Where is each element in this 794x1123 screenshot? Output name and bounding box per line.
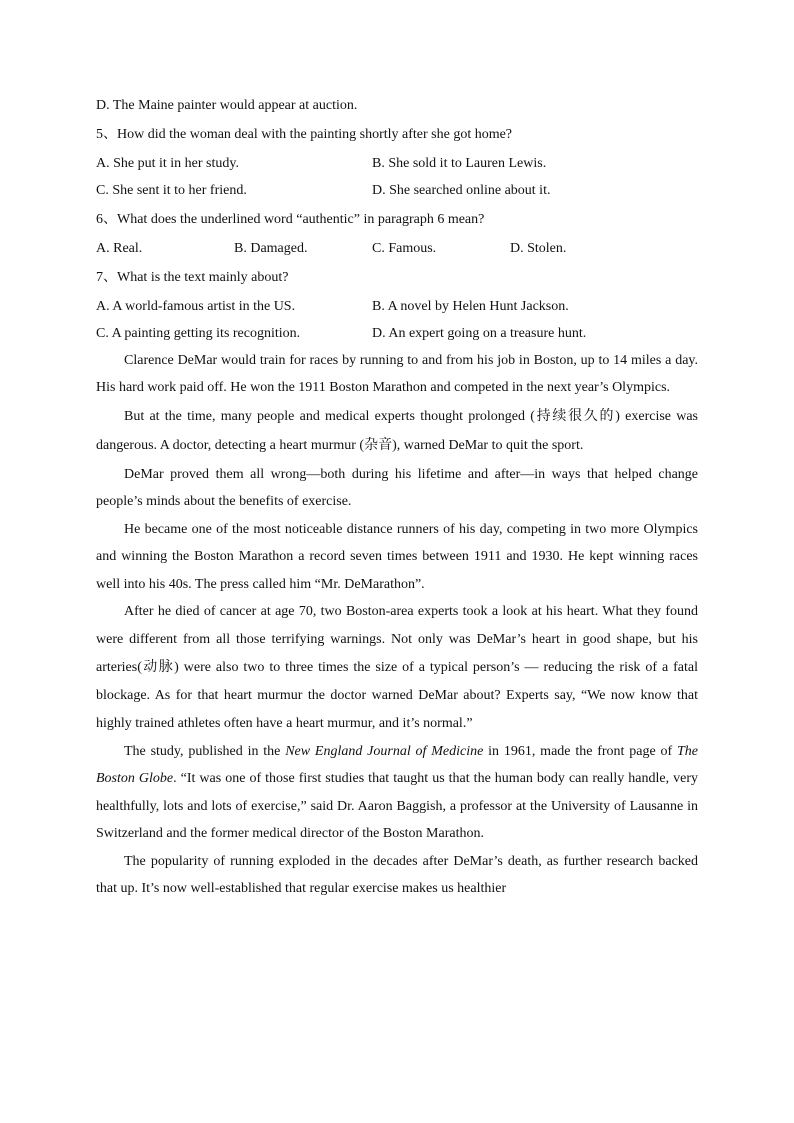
q5-option-d: D. She searched online about it. (372, 183, 551, 198)
q6-options-row (96, 235, 698, 262)
p6-text-after: . “It was one of those first studies that taught us that the human body can really handle, very healthfully, lots and lots of exercise,” said Dr. Aaron Baggish, a professor at the University of Lausanne in Switzerland and the former medical director of the Boston Marathon. (96, 771, 698, 842)
q5-options-row-2 (96, 177, 698, 204)
q7-options-row-1 (96, 293, 698, 320)
q5-option-b: B. She sold it to Lauren Lewis. (372, 156, 547, 171)
q5-stem: 5、How did the woman deal with the painting shortly after she got home? (96, 127, 513, 142)
passage-paragraph-4: He became one of the most noticeable distance runners of his day, competing in two more Olympics and winning the Boston Marathon a record seven times between 1911 and 1930. He kept winning races well into his 40s. The press called him “Mr. DeMarathon”. (96, 521, 698, 592)
p6-text-middle: in 1961, made the front page of (483, 744, 677, 760)
q5-option-a: A. She put it in her study. (96, 156, 239, 171)
passage-paragraph-2: But at the time, many people and medical experts thought prolonged (持续很久的) exercise was dangerous. A doctor, detecting a heart murmur (杂音), warned DeMar to quit the sport. (96, 408, 698, 454)
q7-stem: 7、What is the text mainly about? (96, 270, 289, 285)
p6-text-before: The study, published in the (124, 744, 286, 760)
q7-option-b: B. A novel by Helen Hunt Jackson. (372, 299, 569, 314)
exam-page (96, 92, 698, 902)
q7-option-c: C. A painting getting its recognition. (96, 326, 301, 341)
passage-paragraph-5: After he died of cancer at age 70, two Boston-area experts took a look at his heart. What they found were different from all those terrifying warnings. Not only was DeMar’s heart in good shape, but his arteries(动脉) were also two to three times the size of a typical person’s — reducing the risk of a fatal blockage. As for that heart murmur the doctor warned DeMar about? Experts say, “We now know that highly trained athletes often have a heart murmur, and it’s normal.” (96, 604, 698, 732)
q6-option-b: B. Damaged. (234, 241, 308, 256)
q6-stem: 6、What does the underlined word “authentic” in paragraph 6 mean? (96, 212, 485, 227)
passage-paragraph-1: Clarence DeMar would train for races by running to and from his job in Boston, up to 14 miles a day. His hard work paid off. He won the 1911 Boston Marathon and competed in the next year’s Olympics. (96, 353, 698, 396)
q6-option-a: A. Real. (96, 241, 143, 256)
q4-option-d: D. The Maine painter would appear at auction. (96, 98, 358, 113)
newspaper-title: The Boston Globe (96, 744, 698, 787)
q5-option-c: C. She sent it to her friend. (96, 183, 247, 198)
q7-option-a: A. A world-famous artist in the US. (96, 299, 296, 314)
q6-option-d: D. Stolen. (510, 241, 567, 256)
journal-title: New England Journal of Medicine (285, 744, 484, 760)
passage-paragraph-6 (96, 738, 698, 848)
passage-paragraph-3: DeMar proved them all wrong—both during his lifetime and after—in ways that helped change people’s minds about the benefits of exercise. (96, 467, 698, 510)
q7-options-row-2 (96, 320, 698, 347)
q7-option-d: D. An expert going on a treasure hunt. (372, 326, 587, 341)
q6-option-c: C. Famous. (372, 241, 437, 256)
passage-paragraph-7: The popularity of running exploded in the decades after DeMar’s death, as further research backed that up. It’s now well-established that regular exercise makes us healthier (96, 853, 698, 897)
q5-options-row-1 (96, 150, 698, 177)
